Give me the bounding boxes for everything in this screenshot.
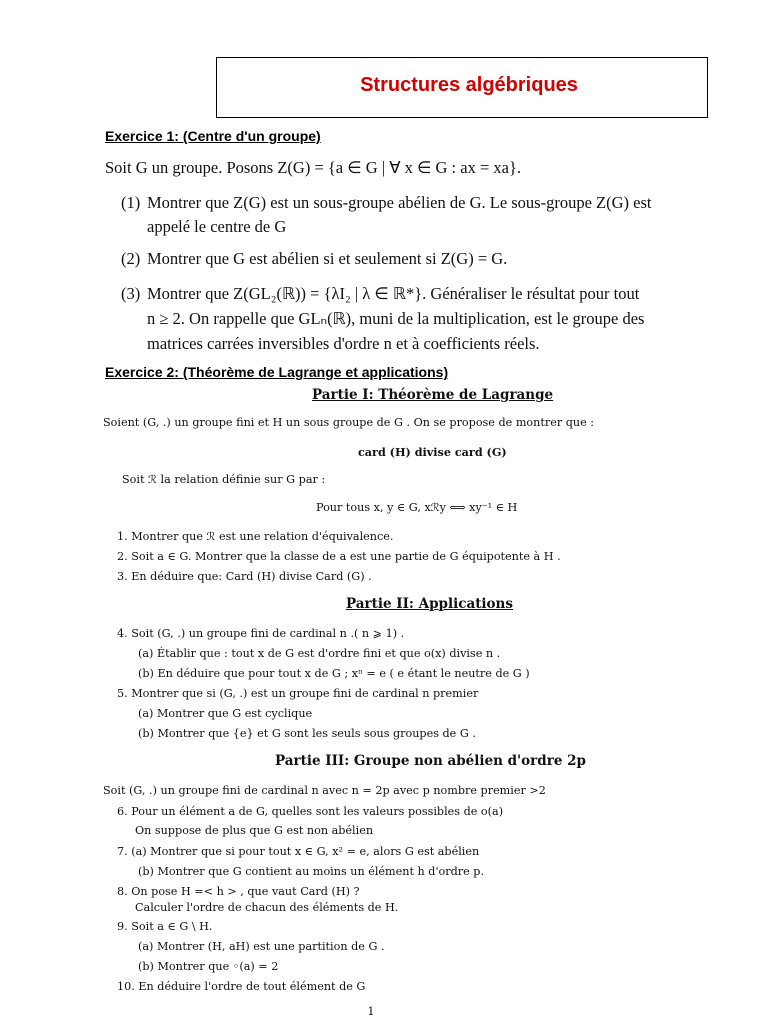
part2-item-4b: (b) En déduire que pour tout x de G ; xⁿ = e ( e étant le neutre de G ) [138, 667, 530, 680]
exercise-1-heading: Exercice 1: (Centre d'un groupe) [105, 128, 321, 144]
part3-item-9: 9. Soit a ∈ G \ H. [117, 920, 213, 933]
part3-item-10: 10. En déduire l'ordre de tout élément de G [117, 980, 366, 993]
part-2-title: Partie II: Applications [346, 596, 513, 612]
part1-item-1: 1. Montrer que ℛ est une relation d'équivalence. [117, 530, 394, 543]
part3-item-7a: 7. (a) Montrer que si pour tout x ∈ G, x² = e, alors G est abélien [117, 845, 480, 858]
ex1-intro: Soit G un groupe. Posons Z(G) = {a ∈ G | ∀ x ∈ G : ax = xa}. [105, 158, 522, 177]
part3-item-9b: (b) Montrer que ◦(a) = 2 [138, 960, 279, 973]
ex1-q3-line2: n ≥ 2. On rappelle que GLₙ(ℝ), muni de la multiplication, est le groupe des [147, 309, 645, 328]
part3-item-8-cont: Calculer l'ordre de chacun des éléments de H. [135, 901, 399, 914]
ex1-q2-num: (2) [121, 249, 141, 268]
ex1-q3-line1: Montrer que Z(GL₂(ℝ)) = {λI₂ | λ ∈ ℝ*}. Généraliser le résultat pour tout [147, 284, 640, 303]
part3-intro: Soit (G, .) un groupe fini de cardinal n avec n = 2p avec p nombre premier >2 [103, 784, 546, 797]
ex1-q1-line2: appelé le centre de G [147, 217, 287, 236]
part3-item-6: 6. Pour un élément a de G, quelles sont les valeurs possibles de o(a) [117, 805, 504, 818]
part-3-title: Partie III: Groupe non abélien d'ordre 2p [275, 753, 586, 769]
part1-item-3: 3. En déduire que: Card (H) divise Card (G) . [117, 570, 372, 583]
part2-item-4a: (a) Établir que : tout x de G est d'ordre fini et que o(x) divise n . [138, 647, 501, 660]
part3-assumption: On suppose de plus que G est non abélien [135, 824, 374, 837]
part1-statement: card (H) divise card (G) [358, 445, 507, 459]
title-box [216, 57, 708, 118]
exercise-2-heading: Exercice 2: (Théorème de Lagrange et applications) [105, 364, 449, 380]
part2-item-5: 5. Montrer que si (G, .) est un groupe fini de cardinal n premier [117, 687, 479, 700]
document-title: Structures algébriques [360, 74, 578, 96]
ex1-q1-line1: Montrer que Z(G) est un sous-groupe abélien de G. Le sous-groupe Z(G) est [147, 193, 652, 212]
part1-item-2: 2. Soit a ∈ G. Montrer que la classe de a est une partie de G équipotente à H . [117, 550, 561, 563]
part1-relation: Soit ℛ la relation définie sur G par : [122, 473, 326, 486]
part2-item-5b: (b) Montrer que {e} et G sont les seuls sous groupes de G . [138, 727, 476, 740]
part1-intro: Soient (G, .) un groupe fini et H un sous groupe de G . On se propose de montrer que : [103, 416, 595, 429]
ex1-q1-num: (1) [121, 193, 141, 212]
part2-item-4: 4. Soit (G, .) un groupe fini de cardinal n .( n ⩾ 1) . [117, 627, 405, 640]
ex1-q1 [121, 190, 651, 216]
part3-item-7b: (b) Montrer que G contient au moins un élément h d'ordre p. [138, 865, 485, 878]
ex1-q3-num: (3) [121, 284, 141, 303]
ex1-q2-text: Montrer que G est abélien si et seulement si Z(G) = G. [147, 249, 508, 268]
ex1-q3 [121, 281, 639, 307]
ex1-q3-line3: matrices carrées inversibles d'ordre n et à coefficients réels. [147, 334, 540, 353]
part-1-title: Partie I: Théorème de Lagrange [312, 387, 554, 403]
page-number: 1 [367, 1005, 375, 1018]
part2-item-5a: (a) Montrer que G est cyclique [138, 707, 313, 720]
part3-item-9a: (a) Montrer (H, aH) est une partition de G . [138, 940, 385, 953]
ex1-q2 [121, 246, 507, 272]
part3-item-8: 8. On pose H =< h > , que vaut Card (H) ? [117, 885, 360, 898]
part1-definition: Pour tous x, y ∈ G, xℛy ⟺ xy⁻¹ ∈ H [316, 501, 518, 514]
